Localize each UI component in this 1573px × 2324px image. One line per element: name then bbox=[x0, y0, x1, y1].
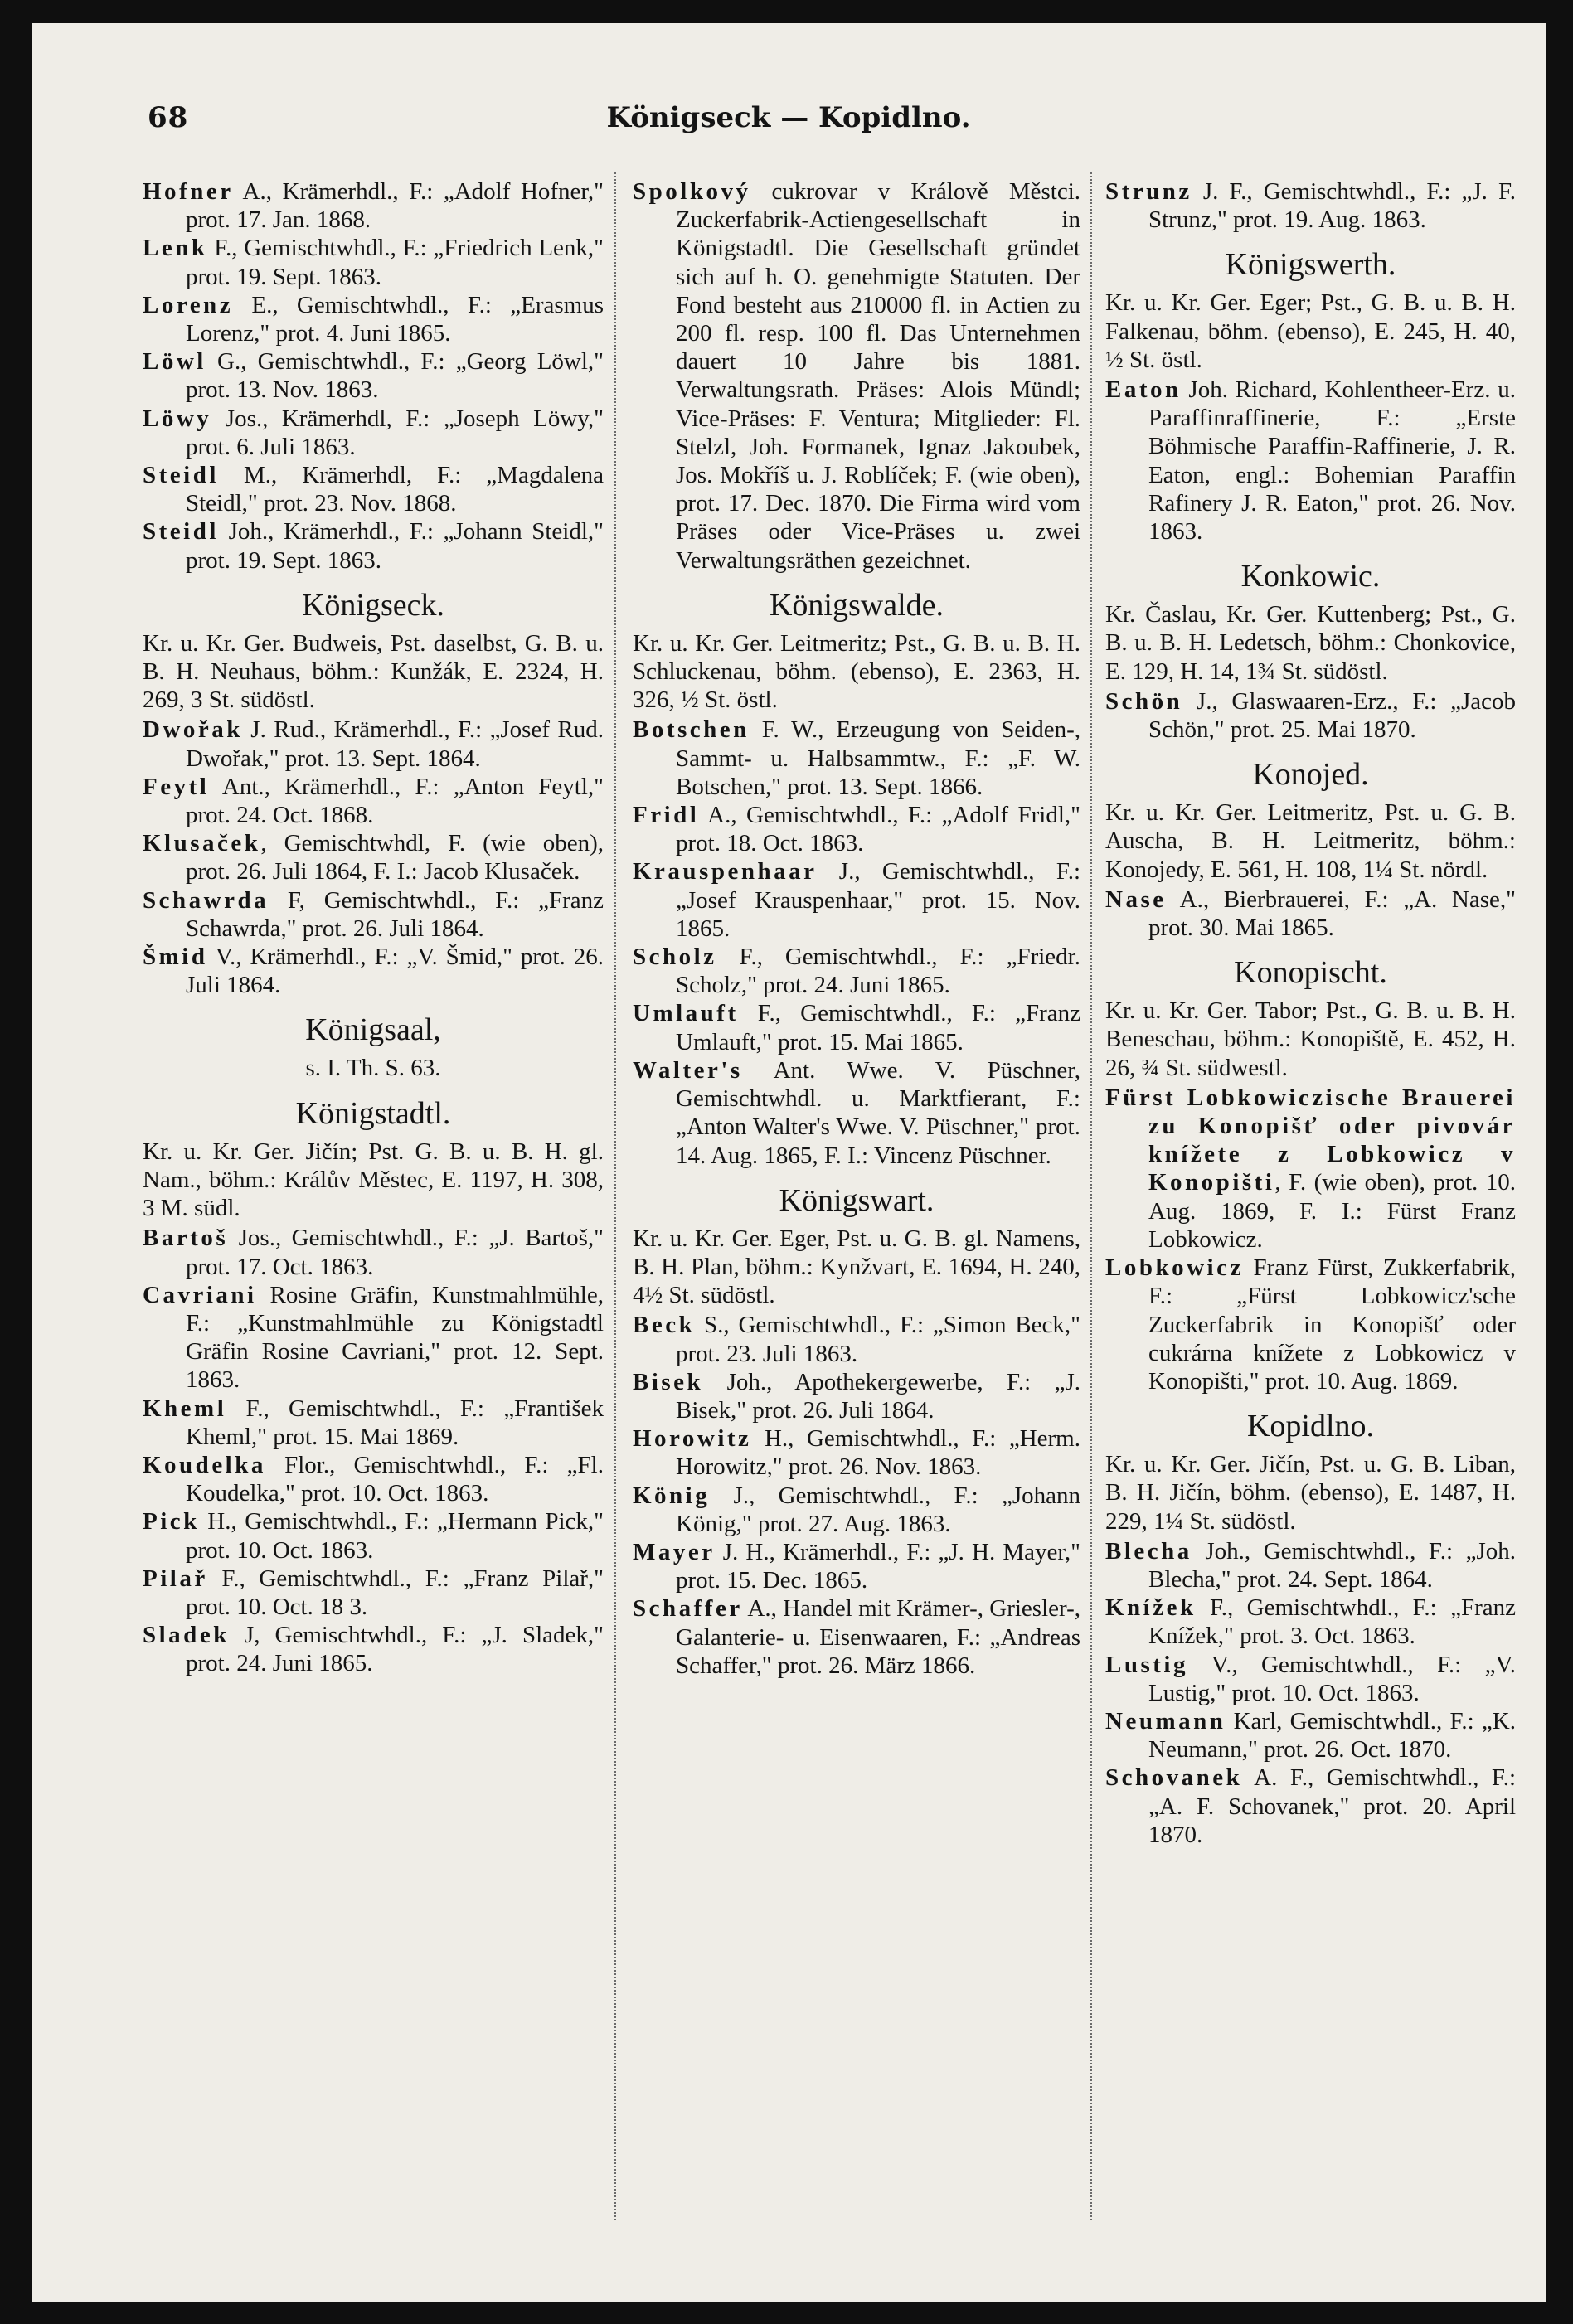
place-heading: Konojed. bbox=[1252, 757, 1369, 793]
firm-name: König bbox=[633, 1482, 711, 1509]
entry-details: V., Gemischtwhdl., F.: „V. Lustig," prot. 10. Oct. 1863. bbox=[1148, 1651, 1516, 1706]
register-entry bbox=[143, 234, 604, 290]
place-description: Kr. u. Kr. Ger. Jičín, Pst. u. G. B. Liban, B. H. Jičín, böhm. (ebenso), E. 1487, H. 229, 1¼ St. südöstl. bbox=[1105, 1451, 1516, 1535]
register-entry bbox=[1105, 1764, 1516, 1849]
entry-details: , Gemischtwhdl, F. (wie oben), prot. 26. Juli 1864, F. I.: Jacob Klusaček. bbox=[186, 830, 604, 885]
entry-details: Joh. Richard, Kohlentheer-Erz. u. Paraffinraffinerie, F.: „Erste Böhmische Paraffin-Raffinerie, J. R. Eaton, engl.: Bohemian Paraffin Rafinery J. R. Eaton," prot. 26. Nov. 1863. bbox=[1148, 376, 1516, 546]
place-heading: Königswerth. bbox=[1225, 247, 1396, 283]
register-entry bbox=[143, 716, 604, 772]
register-entry bbox=[143, 829, 604, 885]
firm-name: Spolkový bbox=[633, 178, 751, 205]
firm-name: Scholz bbox=[633, 944, 717, 971]
place-heading: Königsaal, bbox=[305, 1012, 441, 1048]
entry-details: F., Gemischtwhdl., F.: „Franz Knížek," prot. 3. Oct. 1863. bbox=[1148, 1594, 1516, 1650]
register-entry bbox=[143, 461, 604, 517]
entry-details: Joh., Krämerhdl., F.: „Johann Steidl," prot. 19. Sept. 1863. bbox=[186, 518, 604, 574]
firm-name: Hofner bbox=[143, 178, 234, 205]
place-heading: Konkowic. bbox=[1240, 559, 1381, 594]
register-entry bbox=[1105, 885, 1516, 942]
firm-name: Walter's bbox=[633, 1056, 743, 1084]
entry-details: F. W., Erzeugung von Seiden-, Sammt- u. Halbsammtw., F.: „F. W. Botschen," prot. 13. Sept. 1866. bbox=[676, 716, 1080, 800]
firm-name: Bisek bbox=[633, 1368, 704, 1395]
firm-name: Feytl bbox=[143, 773, 210, 800]
register-entry bbox=[1105, 177, 1516, 234]
firm-name: Nase bbox=[1105, 885, 1167, 913]
running-title: Königseck — Kopidlno. bbox=[606, 101, 971, 134]
firm-name: Dwořak bbox=[143, 716, 243, 744]
text-column-left bbox=[143, 177, 604, 2234]
register-entry bbox=[633, 716, 1080, 801]
document-page bbox=[32, 23, 1546, 2302]
register-entry bbox=[143, 177, 604, 234]
place-description: Kr. u. Kr. Ger. Jičín; Pst. G. B. u. B. H. gl. Nam., böhm.: Králův Městec, E. 1197, H. 308, 3 M. südl. bbox=[143, 1138, 604, 1222]
register-entry bbox=[143, 1395, 604, 1451]
firm-name: Lenk bbox=[143, 235, 208, 262]
firm-name: Sladek bbox=[143, 1622, 230, 1649]
column-divider bbox=[614, 172, 616, 2220]
entry-details: Jos., Gemischtwhdl., F.: „J. Bartoš," prot. 17. Oct. 1863. bbox=[186, 1225, 604, 1280]
entry-details: Franz Fürst, Zukkerfabrik, F.: „Fürst Lobkowicz'sche Zuckerfabrik in Konopišť oder cukrárna knížete z Lobkowicz v Konopišti," prot. 10. Aug. 1869. bbox=[1148, 1254, 1516, 1395]
firm-name: Klusaček bbox=[143, 830, 261, 857]
firm-name: Beck bbox=[633, 1312, 696, 1339]
firm-name: Koudelka bbox=[143, 1451, 266, 1478]
column-divider bbox=[1090, 172, 1092, 2220]
register-entry bbox=[143, 347, 604, 404]
entry-details: Ant., Krämerhdl., F.: „Anton Feytl," prot. 24. Oct. 1868. bbox=[186, 773, 604, 829]
register-entry bbox=[1105, 1707, 1516, 1764]
register-entry bbox=[633, 801, 1080, 857]
entry-details: G., Gemischtwhdl., F.: „Georg Löwl," prot. 13. Nov. 1863. bbox=[186, 348, 604, 404]
place-description: Kr. u. Kr. Ger. Tabor; Pst., G. B. u. B. H. Beneschau, böhm.: Konopiště, E. 452, H. 26, ¾ St. südwestl. bbox=[1105, 997, 1516, 1081]
register-entry bbox=[1105, 1254, 1516, 1395]
entry-details: A. F., Gemischtwhdl., F.: „A. F. Schovanek," prot. 20. April 1870. bbox=[1148, 1764, 1516, 1848]
register-entry bbox=[143, 1621, 604, 1677]
entry-details: V., Krämerhdl., F.: „V. Šmid," prot. 26. Juli 1864. bbox=[186, 944, 604, 999]
entry-details: cukrovar v Králově Městci. Zuckerfabrik-Actiengesellschaft in Königstadtl. Die Gesellschaft gründet sich auf h. O. genehmigte Statuten. Der Fond besteht aus 210000 fl. in Actien zu 200 fl. resp. 100 fl. Das Unternehmen dauert 10 Jahre bis 1881. Verwaltungsrath. Präses: Alois Mündl; Vice-Präses: F. Ventura; Mitglieder: Fl. Stelzl, Joh. Formanek, Ignaz Jakoubek, Jos. Mokříš u. J. Roblíček; F. (wie oben), prot. 17. Dec. 1870. Die Firma wird vom Präses oder Vice-Präses u. zwei Verwaltungsräthen gezeichnet. bbox=[676, 178, 1080, 574]
entry-details: H., Gemischtwhdl., F.: „Herm. Horowitz," prot. 26. Nov. 1863. bbox=[676, 1425, 1080, 1481]
firm-name: Eaton bbox=[1105, 376, 1182, 404]
firm-name: Horowitz bbox=[633, 1425, 752, 1453]
register-entry bbox=[633, 1594, 1080, 1680]
entry-details: Karl, Gemischtwhdl., F.: „K. Neumann," prot. 26. Oct. 1870. bbox=[1148, 1707, 1516, 1764]
firm-name: Schön bbox=[1105, 687, 1183, 715]
register-entry bbox=[143, 1565, 604, 1621]
entry-details: A., Handel mit Krämer-, Griesler-, Galanterie- u. Eisenwaaren, F.: „Andreas Schaffer," prot. 26. März 1866. bbox=[676, 1595, 1080, 1679]
place-heading: Königstadtl. bbox=[295, 1095, 451, 1131]
place-heading: Königseck. bbox=[301, 587, 445, 623]
place-description: Kr. u. Kr. Ger. Budweis, Pst. daselbst, G. B. u. B. H. Neuhaus, böhm.: Kunžák, E. 2324, H. 269, 3 St. südöstl. bbox=[143, 629, 604, 714]
entry-details: J. Rud., Krämerhdl., F.: „Josef Rud. Dwořak," prot. 13. Sept. 1864. bbox=[186, 716, 604, 772]
register-entry bbox=[143, 1451, 604, 1507]
firm-name: Pilař bbox=[143, 1565, 208, 1592]
text-column-right bbox=[1105, 177, 1516, 2234]
register-entry bbox=[1105, 376, 1516, 546]
register-entry bbox=[143, 1224, 604, 1280]
place-description: Kr. u. Kr. Ger. Eger, Pst. u. G. B. gl. Namens, B. H. Plan, böhm.: Kynžvart, E. 1694, H. 240, 4½ St. südöstl. bbox=[633, 1225, 1080, 1309]
register-entry bbox=[143, 773, 604, 829]
entry-details: F., Gemischtwhdl., F.: „Franz Umlauft," prot. 15. Mai 1865. bbox=[676, 1000, 1080, 1055]
register-entry bbox=[1105, 687, 1516, 744]
entry-details: Ant. Wwe. V. Püschner, Gemischtwhdl. u. Marktfierant, F.: „Anton Walter's Wwe. V. Püschner," prot. 14. Aug. 1865, F. I.: Vincenz Püschner. bbox=[676, 1056, 1080, 1169]
register-entry bbox=[633, 857, 1080, 943]
entry-details: Joh., Apothekergewerbe, F.: „J. Bisek," prot. 26. Juli 1864. bbox=[676, 1368, 1080, 1424]
firm-name: Krauspenhaar bbox=[633, 858, 818, 885]
entry-details: Rosine Gräfin, Kunstmahlmühle, F.: „Kunstmahlmühle zu Königstadtl Gräfin Rosine Cavriani," prot. 12. Sept. 1863. bbox=[186, 1281, 604, 1394]
firm-name: Fürst Lobkowiczische Brauerei zu Konopišť oder pivovár knížete z Lobkowicz v Konopišti bbox=[1105, 1084, 1516, 1196]
firm-name: Schaffer bbox=[633, 1595, 743, 1623]
entry-details: J. F., Gemischtwhdl., F.: „J. F. Strunz," prot. 19. Aug. 1863. bbox=[1148, 178, 1516, 234]
entry-details: F., Gemischtwhdl., F.: „František Kheml," prot. 15. Mai 1869. bbox=[186, 1395, 604, 1450]
place-heading: Königswalde. bbox=[769, 587, 944, 623]
firm-name: Blecha bbox=[1105, 1537, 1192, 1565]
entry-details: Jos., Krämerhdl, F.: „Joseph Löwy," prot. 6. Juli 1863. bbox=[186, 405, 604, 460]
register-entry bbox=[1105, 1084, 1516, 1254]
register-entry bbox=[633, 1056, 1080, 1170]
firm-name: Šmid bbox=[143, 944, 208, 971]
firm-name: Fridl bbox=[633, 802, 700, 829]
entry-details: F., Gemischtwhdl., F.: „Friedrich Lenk," prot. 19. Sept. 1863. bbox=[186, 235, 604, 290]
register-entry bbox=[143, 291, 604, 347]
register-entry bbox=[143, 1281, 604, 1395]
register-entry bbox=[143, 517, 604, 574]
place-heading: Kopidlno. bbox=[1246, 1409, 1375, 1444]
register-entry bbox=[633, 1424, 1080, 1481]
firm-name: Umlauft bbox=[633, 1000, 739, 1027]
entry-details: A., Krämerhdl., F.: „Adolf Hofner," prot. 17. Jan. 1868. bbox=[186, 178, 604, 234]
firm-name: Mayer bbox=[633, 1538, 716, 1565]
firm-name: Bartoš bbox=[143, 1225, 229, 1252]
cross-reference: s. I. Th. S. 63. bbox=[305, 1055, 441, 1082]
register-entry bbox=[633, 1482, 1080, 1538]
register-entry bbox=[633, 1311, 1080, 1367]
register-entry bbox=[143, 405, 604, 461]
firm-name: Steidl bbox=[143, 462, 219, 489]
entry-details: H., Gemischtwhdl., F.: „Hermann Pick," prot. 10. Oct. 1863. bbox=[186, 1508, 604, 1564]
entry-details: E., Gemischtwhdl., F.: „Erasmus Lorenz," prot. 4. Juni 1865. bbox=[186, 291, 604, 347]
entry-details: J. H., Krämerhdl., F.: „J. H. Mayer," prot. 15. Dec. 1865. bbox=[676, 1538, 1080, 1594]
firm-name: Pick bbox=[143, 1508, 200, 1536]
firm-name: Cavriani bbox=[143, 1281, 257, 1308]
text-column-middle bbox=[633, 177, 1080, 2234]
entry-details: F., Gemischtwhdl., F.: „Franz Pilař," prot. 10. Oct. 18 3. bbox=[186, 1565, 604, 1620]
register-entry bbox=[633, 177, 1080, 575]
firm-name: Lustig bbox=[1105, 1651, 1188, 1678]
entry-details: J, Gemischtwhdl., F.: „J. Sladek," prot. 24. Juni 1865. bbox=[186, 1622, 604, 1677]
register-entry bbox=[633, 1538, 1080, 1594]
entry-details: F, Gemischtwhdl., F.: „Franz Schawrda," prot. 26. Juli 1864. bbox=[186, 886, 604, 942]
firm-name: Lorenz bbox=[143, 291, 234, 318]
register-entry bbox=[633, 999, 1080, 1055]
page-number: 68 bbox=[148, 101, 189, 134]
place-heading: Königswart. bbox=[779, 1182, 935, 1218]
register-entry bbox=[1105, 1594, 1516, 1650]
place-description: Kr. Časlau, Kr. Ger. Kuttenberg; Pst., G. B. u. B. H. Ledetsch, böhm.: Chonkovice, E. 129, H. 14, 1¾ St. südöstl. bbox=[1105, 601, 1516, 685]
firm-name: Löwy bbox=[143, 405, 212, 432]
firm-name: Neumann bbox=[1105, 1707, 1226, 1735]
register-entry bbox=[633, 1368, 1080, 1424]
page-header bbox=[32, 101, 1546, 143]
place-description: Kr. u. Kr. Ger. Leitmeritz; Pst., G. B. u. B. H. Schluckenau, böhm. (ebenso), E. 2363, H. 326, ½ St. östl. bbox=[633, 629, 1080, 714]
entry-details: J., Gemischtwhdl., F.: „Johann König," prot. 27. Aug. 1863. bbox=[676, 1482, 1080, 1537]
entry-details: , F. (wie oben), prot. 10. Aug. 1869, F. I.: Fürst Franz Lobkowicz. bbox=[1148, 1169, 1516, 1253]
firm-name: Kheml bbox=[143, 1395, 227, 1422]
firm-name: Steidl bbox=[143, 518, 219, 546]
entry-details: F., Gemischtwhdl., F.: „Friedr. Scholz," prot. 24. Juni 1865. bbox=[676, 944, 1080, 999]
place-description: Kr. u. Kr. Ger. Leitmeritz, Pst. u. G. B. Auscha, B. H. Leitmeritz, böhm.: Konojedy, E. 561, H. 108, 1¼ St. nördl. bbox=[1105, 799, 1516, 883]
register-entry bbox=[1105, 1651, 1516, 1707]
entry-details: A., Gemischtwhdl., F.: „Adolf Fridl," prot. 18. Oct. 1863. bbox=[676, 802, 1080, 857]
entry-details: S., Gemischtwhdl., F.: „Simon Beck," prot. 23. Juli 1863. bbox=[676, 1312, 1080, 1367]
entry-details: Flor., Gemischtwhdl., F.: „Fl. Koudelka," prot. 10. Oct. 1863. bbox=[186, 1451, 604, 1507]
firm-name: Schawrda bbox=[143, 886, 269, 914]
register-entry bbox=[633, 943, 1080, 999]
entry-details: M., Krämerhdl, F.: „Magdalena Steidl," prot. 23. Nov. 1868. bbox=[186, 462, 604, 517]
firm-name: Lobkowicz bbox=[1105, 1254, 1244, 1282]
place-description: Kr. u. Kr. Ger. Eger; Pst., G. B. u. B. H. Falkenau, böhm. (ebenso), E. 245, H. 40, ½ St. östl. bbox=[1105, 289, 1516, 373]
entry-details: J., Gemischtwhdl., F.: „Josef Krauspenhaar," prot. 15. Nov. 1865. bbox=[676, 858, 1080, 942]
firm-name: Schovanek bbox=[1105, 1764, 1243, 1792]
entry-details: J., Glaswaaren-Erz., F.: „Jacob Schön," prot. 25. Mai 1870. bbox=[1148, 687, 1516, 744]
firm-name: Löwl bbox=[143, 348, 206, 376]
register-entry bbox=[143, 1507, 604, 1564]
firm-name: Botschen bbox=[633, 716, 750, 744]
register-entry bbox=[143, 943, 604, 999]
entry-details: A., Bierbrauerei, F.: „A. Nase," prot. 30. Mai 1865. bbox=[1148, 885, 1516, 942]
firm-name: Strunz bbox=[1105, 178, 1192, 205]
firm-name: Knížek bbox=[1105, 1594, 1197, 1622]
place-heading: Konopischt. bbox=[1234, 955, 1387, 991]
register-entry bbox=[143, 886, 604, 943]
entry-details: Joh., Gemischtwhdl., F.: „Joh. Blecha," prot. 24. Sept. 1864. bbox=[1148, 1537, 1516, 1593]
register-entry bbox=[1105, 1537, 1516, 1594]
